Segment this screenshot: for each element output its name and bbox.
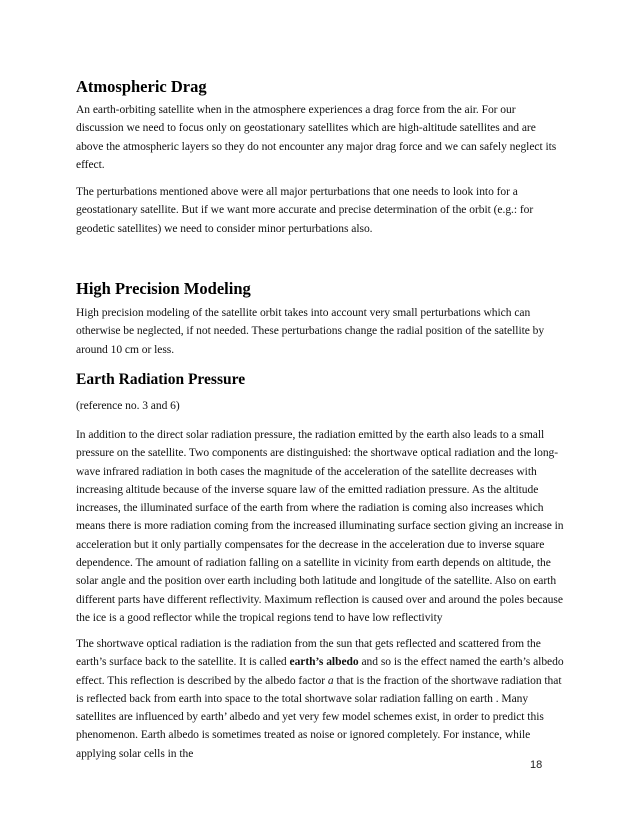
albedo-factor-symbol: a (327, 674, 334, 687)
heading-earth-radiation-pressure: Earth Radiation Pressure (76, 371, 246, 388)
albedo-term: earth’s albedo (289, 656, 359, 669)
paragraph-atmospheric-drag-1: An earth-orbiting satellite when in the atmosphere experiences a drag force from the air. For our discussion we need to focus only on geostationary satellites which are high-altitude satellites and are above the atmospheric layers so they do not encounter any major drag force and we can safely neglect its effect. (76, 104, 557, 171)
heading-atmospheric-drag: Atmospheric Drag (76, 77, 207, 96)
paragraph-high-precision-1: High precision modeling of the satellite orbit takes into account very small perturbations which can otherwise be neglected, if not needed. These perturbations change the radial position of the satellite by around 10 cm or less. (76, 307, 545, 356)
paragraph-earth-radiation-2 (76, 635, 564, 763)
paragraph-atmospheric-drag-2: The perturbations mentioned above were all major perturbations that one needs to look into for a geostationary satellite. But if we want more accurate and precise determination of the orbit (e.g.: for geodetic satellites) we need to consider minor perturbations also. (76, 186, 534, 235)
page-number: 18 (530, 759, 543, 771)
albedo-text-a: The shortwave optical radiation is the radiation from the sun that gets reflected and scattered from the earth’s surface back to the satellite. It is called (76, 638, 541, 669)
albedo-text-b: and so is the effect named the earth’s albedo effect. This reflection is described by the albedo factor (76, 656, 564, 687)
heading-high-precision-modeling: High Precision Modeling (76, 279, 251, 298)
albedo-text-c: that is the fraction of the shortwave radiation that is reflected back from earth into space to the total shortwave solar radiation falling on earth . Many satellites are influenced by earth’ albedo and yet very few model schemes exist, in order to predict this phenomenon. Earth albedo is sometimes treated as noise or ignored completely. For instance, while applying solar cells in the (76, 674, 562, 760)
paragraph-earth-radiation-1: In addition to the direct solar radiation pressure, the radiation emitted by the earth also leads to a small pressure on the satellite. Two components are distinguished: the shortwave optical radiation and the long-wave infrared radiation in both cases the magnitude of the acceleration of the satellite decreases with increasing altitude because of the inverse square law of the emitted radiation pressure. As the altitude increases, the illuminated surface of the earth from where the radiation is coming also increases which means there is more radiation coming from the increased illuminating surface section giving an increase in acceleration but it only partially compensates for the decrease in the acceleration due to inverse square dependence. The amount of radiation falling on a satellite in vicinity from earth depends on altitude, the solar angle and the position over earth including both latitude and longitude of the satellite. Also on earth different parts have different reflectivity. Maximum reflection is caused over and around the poles because the ice is a good reflector while the tropical regions tend to have low reflectivity (76, 429, 564, 624)
reference-note: (reference no. 3 and 6) (76, 400, 180, 412)
